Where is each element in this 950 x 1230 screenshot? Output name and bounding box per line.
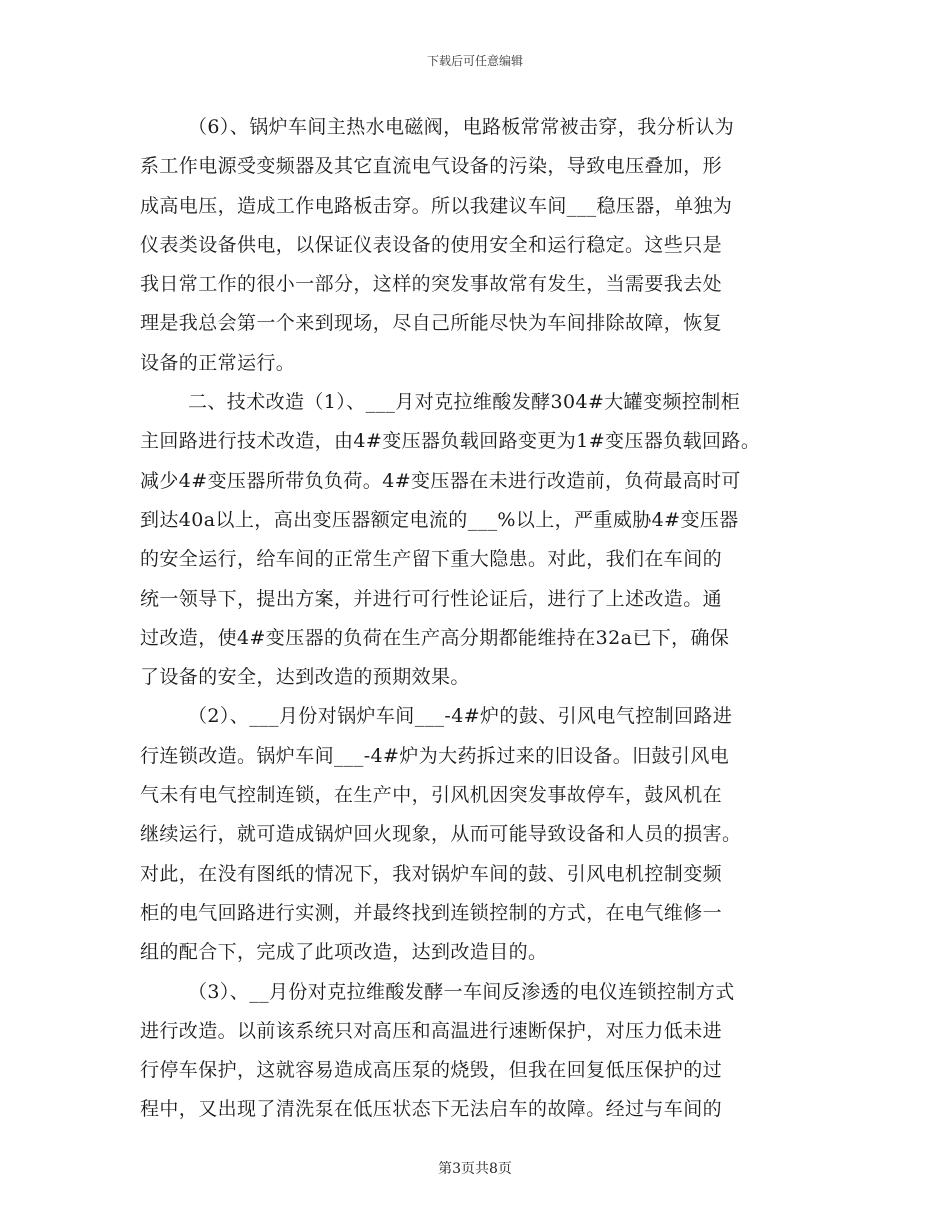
text-line: 我日常工作的很小一部分，这样的突发事故常有发生，当需要我去处 [140,273,723,296]
text-line: 柜的电气回路进行实测，并最终找到连锁控制的方式，在电气维修一 [140,901,723,924]
text-line: 过改造，使4#变压器的负荷在生产高分期都能维持在32a已下，确保 [140,626,730,649]
text-line: 的安全运行，给车间的正常生产留下重大隐患。对此，我们在车间的 [140,548,723,571]
text-line: 气未有电气控制连锁，在生产中，引风机因突发事故停车，鼓风机在 [140,784,723,807]
text-line: 减少4#变压器所带负负荷。4#变压器在未进行改造前，负荷最高时可 [140,469,741,492]
text-line: 对此，在没有图纸的情况下，我对锅炉车间的鼓、引风电机控制变频 [140,862,723,885]
text-line: 组的配合下，完成了此项改造，达到改造目的。 [140,941,548,964]
text-line: 行连锁改造。锅炉车间___-4#炉为大药拆过来的旧设备。旧鼓引风电 [140,744,730,767]
text-line: （6）、锅炉车间主热水电磁阀，电路板常常被击穿，我分析认为 [188,116,735,138]
page-header: 下载后可任意编辑 [426,54,523,68]
text-line: 主回路进行技术改造，由4#变压器负载回路变更为1#变压器负载回路。 [140,430,761,453]
text-line: 统一领导下，提出方案，并进行可行性论证后，进行了上述改造。通 [140,587,723,610]
text-line: 到达40a以上，高出变压器额定电流的___%以上，严重威胁4#变压器 [140,508,739,531]
text-line: 程中，又出现了清洗泵在低压状态下无法启车的故障。经过与车间的 [140,1098,723,1121]
paragraph [140,697,815,972]
document-body [140,108,815,1130]
text-line: 仪表类设备供电，以保证仪表设备的使用安全和运行稳定。这些只是 [140,233,723,256]
paragraph [140,383,815,697]
text-line: 行停车保护，这就容易造成高压泵的烧毁，但我在回复低压保护的过 [140,1059,723,1082]
paragraph [140,108,815,383]
text-line: 理是我总会第一个来到现场，尽自己所能尽快为车间排除故障，恢复 [140,312,723,335]
text-line: 进行改造。以前该系统只对高压和高温进行速断保护，对压力低未进 [140,1019,723,1042]
text-line: 系工作电源受变频器及其它直流电气设备的污染，导致电压叠加，形 [140,155,723,178]
text-line: （3）、__月份对克拉维酸发酵一车间反渗透的电仪连锁控制方式 [188,980,735,1003]
text-line: 了设备的安全，达到改造的预期效果。 [140,666,470,689]
text-line: （2）、___月份对锅炉车间___-4#炉的鼓、引风电气控制回路进 [188,705,733,728]
paragraph [140,973,815,1130]
text-line: 设备的正常运行。 [140,351,296,374]
text-line: 二、技术改造（1）、___月对克拉维酸发酵304#大罐变频控制柜 [188,391,741,414]
text-line: 成高电压，造成工作电路板击穿。所以我建议车间___稳压器，单独为 [140,194,733,217]
text-line: 继续运行，就可造成锅炉回火现象，从而可能导致设备和人员的损害。 [140,823,742,846]
page-footer: 第3页共8页 [438,1161,512,1177]
